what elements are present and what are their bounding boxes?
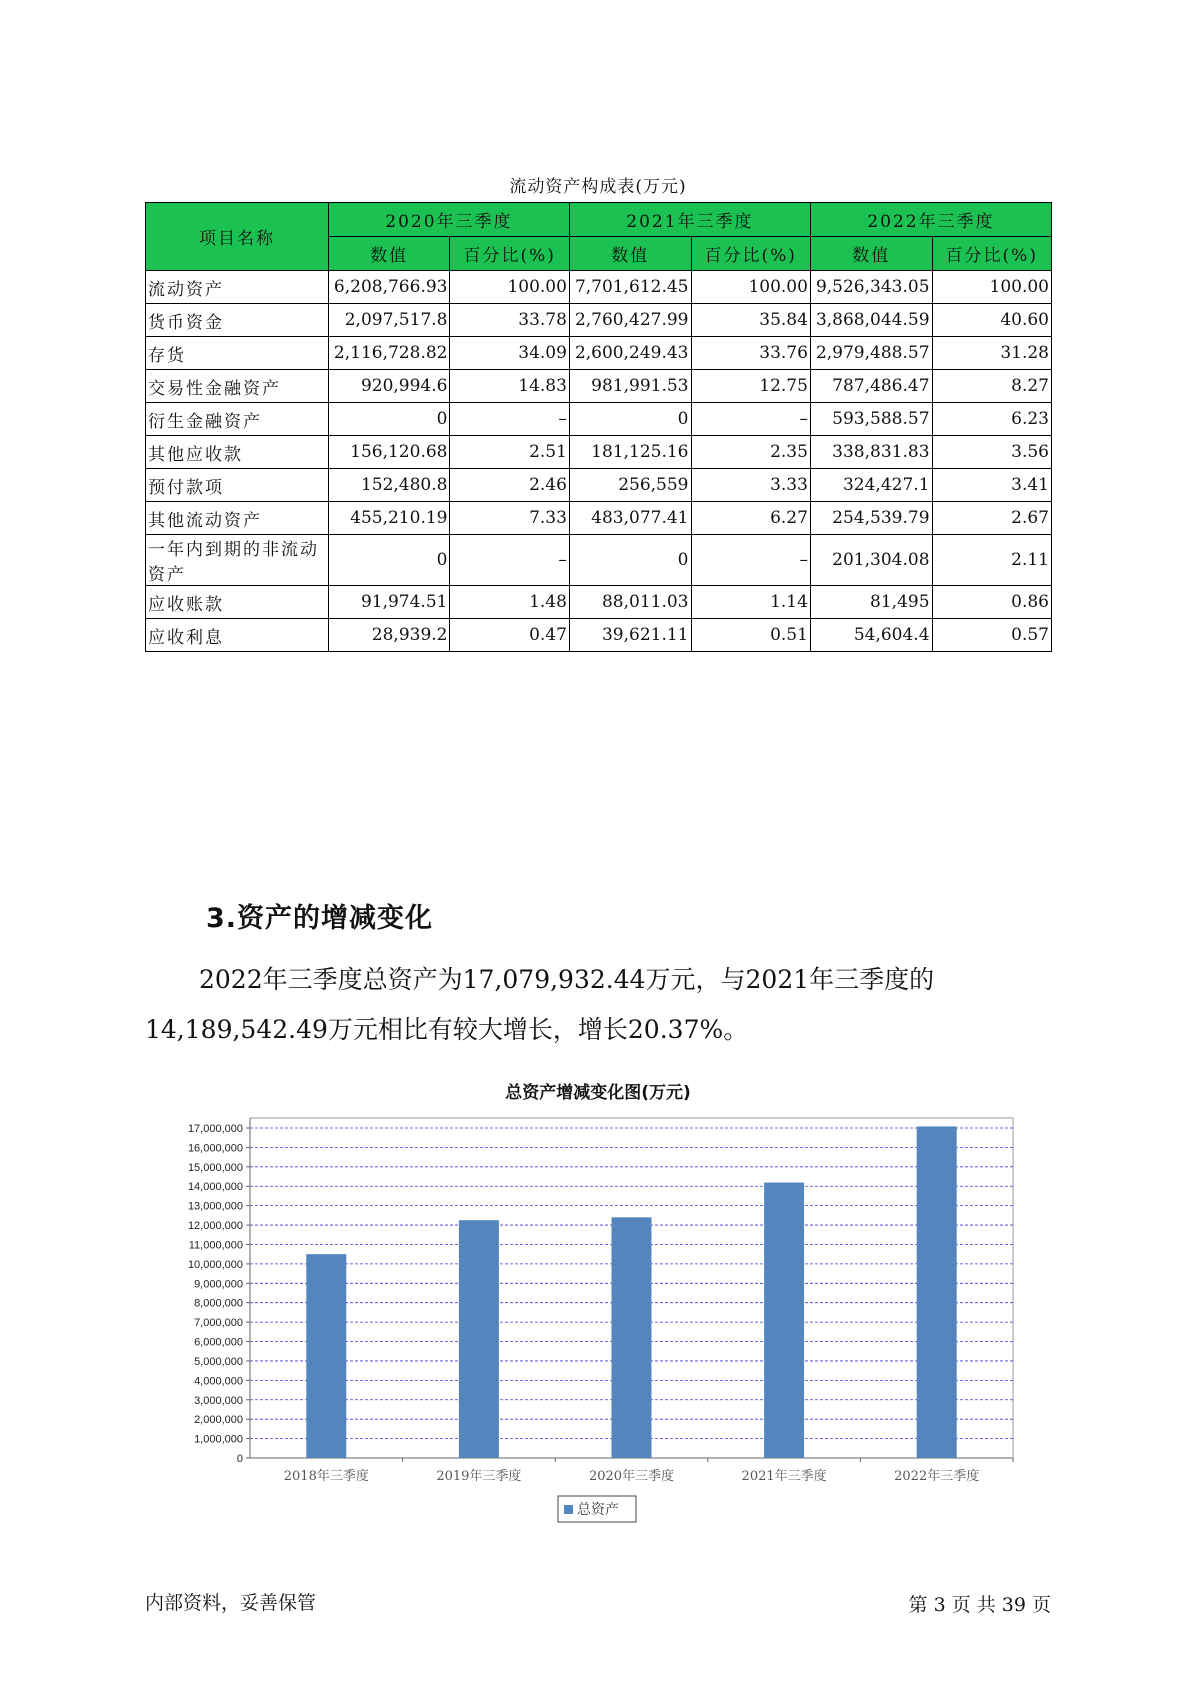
footer-confidential: 内部资料，妥善保管: [145, 1592, 317, 1614]
cell-value: 920,994.6: [328, 370, 450, 403]
cell-percent: 0.47: [450, 619, 569, 652]
cell-value: 54,604.4: [810, 619, 932, 652]
cell-percent: 3.56: [932, 436, 1051, 469]
bar: [459, 1220, 499, 1458]
cell-percent: 2.35: [691, 436, 810, 469]
cell-value: 2,116,728.82: [328, 337, 450, 370]
row-name: 其他流动资产: [146, 502, 329, 535]
x-tick-label: 2019年三季度: [436, 1469, 522, 1484]
row-name: 交易性金融资产: [146, 370, 329, 403]
total-assets-bar-chart: [150, 1110, 1020, 1530]
table-row: [146, 469, 1052, 502]
cell-percent: 14.83: [450, 370, 569, 403]
cell-percent: 34.09: [450, 337, 569, 370]
table-row: [146, 619, 1052, 652]
cell-value: 81,495: [810, 586, 932, 619]
cell-percent: 7.33: [450, 502, 569, 535]
cell-percent: 3.33: [691, 469, 810, 502]
cell-percent: 100.00: [691, 271, 810, 304]
cell-value: 0: [569, 403, 691, 436]
bar: [764, 1183, 804, 1458]
cell-percent: 100.00: [450, 271, 569, 304]
cell-percent: 3.41: [932, 469, 1051, 502]
y-tick-label: 17,000,000: [187, 1123, 243, 1135]
table-row: [146, 337, 1052, 370]
cell-percent: 0.57: [932, 619, 1051, 652]
cell-percent: 0.51: [691, 619, 810, 652]
legend-swatch: [564, 1505, 573, 1514]
header-percent: 百分比(%): [932, 237, 1051, 271]
x-tick-label: 2022年三季度: [894, 1469, 980, 1484]
cell-value: 0: [328, 535, 450, 586]
y-tick-label: 7,000,000: [194, 1317, 243, 1330]
cell-value: 0: [328, 403, 450, 436]
bar: [306, 1254, 346, 1458]
bar: [612, 1217, 652, 1458]
cell-percent: –: [691, 535, 810, 586]
chart-title: 总资产增减变化图(万元): [505, 1083, 691, 1103]
row-name: 货币资金: [146, 304, 329, 337]
row-name: 存货: [146, 337, 329, 370]
y-tick-label: 14,000,000: [187, 1181, 243, 1194]
cell-value: 483,077.41: [569, 502, 691, 535]
y-tick-label: 12,000,000: [187, 1220, 243, 1233]
y-tick-label: 11,000,000: [188, 1239, 243, 1252]
y-tick-label: 5,000,000: [194, 1355, 243, 1368]
cell-percent: 31.28: [932, 337, 1051, 370]
cell-percent: 0.86: [932, 586, 1051, 619]
cell-value: 91,974.51: [328, 586, 450, 619]
cell-percent: –: [691, 403, 810, 436]
header-percent: 百分比(%): [691, 237, 810, 271]
x-tick-label: 2020年三季度: [588, 1469, 675, 1484]
table-row: [146, 502, 1052, 535]
cell-value: 593,588.57: [810, 403, 932, 436]
cell-value: 455,210.19: [328, 502, 450, 535]
y-tick-label: 9,000,000: [194, 1278, 243, 1291]
header-value: 数值: [328, 237, 450, 271]
cell-value: 7,701,612.45: [569, 271, 691, 304]
y-tick-label: 10,000,000: [187, 1258, 243, 1271]
bar: [917, 1126, 957, 1458]
cell-percent: 100.00: [932, 271, 1051, 304]
header-percent: 百分比(%): [450, 237, 569, 271]
y-tick-label: 8,000,000: [194, 1297, 243, 1310]
y-tick-label: 1,000,000: [194, 1433, 243, 1446]
cell-value: 981,991.53: [569, 370, 691, 403]
cell-value: 324,427.1: [810, 469, 932, 502]
cell-value: 2,979,488.57: [810, 337, 932, 370]
cell-percent: 6.23: [932, 403, 1051, 436]
y-tick-label: 0: [236, 1453, 243, 1465]
header-value: 数值: [810, 237, 932, 271]
cell-value: 3,868,044.59: [810, 304, 932, 337]
x-tick-label: 2018年三季度: [283, 1469, 369, 1484]
table-row: [146, 535, 1052, 586]
y-tick-label: 3,000,000: [194, 1394, 243, 1407]
row-name: 衍生金融资产: [146, 403, 329, 436]
table-caption: 流动资产构成表(万元): [509, 177, 687, 197]
row-name: 预付款项: [146, 469, 329, 502]
header-period-2021: 2021年三季度: [569, 203, 810, 237]
cell-percent: 6.27: [691, 502, 810, 535]
cell-value: 2,760,427.99: [569, 304, 691, 337]
cell-percent: 40.60: [932, 304, 1051, 337]
cell-value: 88,011.03: [569, 586, 691, 619]
cell-percent: 1.14: [691, 586, 810, 619]
header-period-2022: 2022年三季度: [810, 203, 1051, 237]
cell-value: 0: [569, 535, 691, 586]
table-row: [146, 271, 1052, 304]
current-assets-table: [145, 202, 1052, 652]
footer-page-number: 第 3 页 共 39 页: [908, 1594, 1051, 1616]
cell-value: 152,480.8: [328, 469, 450, 502]
cell-percent: –: [450, 535, 569, 586]
cell-value: 201,304.08: [810, 535, 932, 586]
cell-percent: 33.76: [691, 337, 810, 370]
cell-percent: 2.51: [450, 436, 569, 469]
cell-value: 39,621.11: [569, 619, 691, 652]
y-tick-label: 6,000,000: [194, 1336, 243, 1349]
cell-value: 9,526,343.05: [810, 271, 932, 304]
cell-percent: 1.48: [450, 586, 569, 619]
cell-value: 2,097,517.8: [328, 304, 450, 337]
table-row: [146, 370, 1052, 403]
cell-percent: 2.67: [932, 502, 1051, 535]
x-tick-label: 2021年三季度: [741, 1469, 827, 1484]
row-name: 应收利息: [146, 619, 329, 652]
row-name: 一年内到期的非流动资产: [146, 535, 329, 586]
table-row: [146, 304, 1052, 337]
summary-paragraph: 2022年三季度总资产为17,079,932.44万元，与2021年三季度的14,189,542.49万元相比有较大增长，增长20.37%。: [145, 965, 935, 1044]
cell-percent: 12.75: [691, 370, 810, 403]
legend-label: 总资产: [577, 1502, 619, 1518]
cell-percent: 33.78: [450, 304, 569, 337]
y-tick-label: 4,000,000: [194, 1375, 243, 1388]
table-row: [146, 403, 1052, 436]
row-name: 其他应收款: [146, 436, 329, 469]
y-tick-label: 13,000,000: [187, 1200, 243, 1213]
y-tick-label: 2,000,000: [194, 1414, 243, 1427]
cell-percent: 8.27: [932, 370, 1051, 403]
cell-value: 2,600,249.43: [569, 337, 691, 370]
cell-percent: 2.46: [450, 469, 569, 502]
table-row: [146, 586, 1052, 619]
cell-value: 156,120.68: [328, 436, 450, 469]
cell-value: 6,208,766.93: [328, 271, 450, 304]
cell-value: 338,831.83: [810, 436, 932, 469]
header-value: 数值: [569, 237, 691, 271]
y-tick-label: 15,000,000: [187, 1161, 243, 1174]
cell-percent: 35.84: [691, 304, 810, 337]
table-row: [146, 436, 1052, 469]
cell-value: 254,539.79: [810, 502, 932, 535]
header-period-2020: 2020年三季度: [328, 203, 569, 237]
row-name: 流动资产: [146, 271, 329, 304]
cell-value: 787,486.47: [810, 370, 932, 403]
cell-value: 28,939.2: [328, 619, 450, 652]
cell-value: 181,125.16: [569, 436, 691, 469]
cell-percent: 2.11: [932, 535, 1051, 586]
header-item-name: 项目名称: [146, 203, 329, 271]
cell-percent: –: [450, 403, 569, 436]
section-heading: 3.资产的增减变化: [206, 903, 434, 934]
row-name: 应收账款: [146, 586, 329, 619]
y-tick-label: 16,000,000: [187, 1142, 243, 1155]
cell-value: 256,559: [569, 469, 691, 502]
